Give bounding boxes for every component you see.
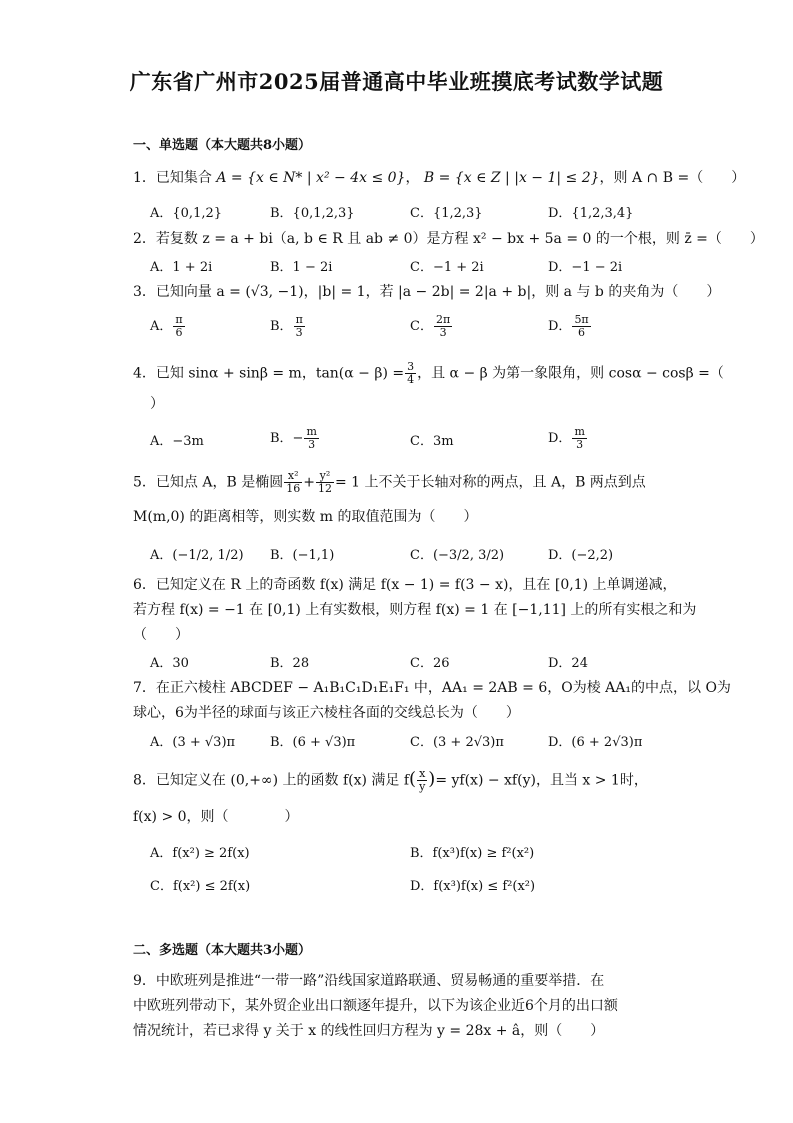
fraction: $\frac{\pi}{6}$ [175, 313, 183, 339]
question-number: 8． [133, 772, 156, 789]
option-d: D．24 [548, 656, 588, 671]
question-6: 6．已知定义在 R 上的奇函数 f(x) 满足 f(x − 1) = f(3 − x)，且在 [0,1) 上单调递减， [133, 577, 677, 593]
option-c: C．{1,2,3} [410, 206, 483, 221]
question-number: 4． [133, 365, 156, 382]
question-2 [133, 228, 764, 250]
section-heading-multi: 二、多选题（本大题共3小题） [133, 943, 312, 958]
set-b: B = {x ∈ Z | |x − 1| ≤ 2} [423, 170, 600, 186]
fraction: $\frac{m}{3}$ [306, 425, 317, 451]
question-number: 3． [133, 284, 156, 300]
question-5-continued: M(m,0) 的距离相等，则实数 m 的取值范围为（ ） [133, 509, 478, 525]
set-a: A = {x ∈ N* | x² − 4x ≤ 0} [216, 170, 406, 186]
question-ask: ，则 A ∩ B =（ ） [599, 170, 746, 186]
question-number: 2． [133, 231, 156, 247]
question-8-line2: f(x) > 0，则（ ） [133, 809, 299, 825]
option-c: C．3m [410, 434, 454, 449]
fraction: $\frac{2\pi}{3}$ [435, 313, 451, 339]
question-number: 9． [133, 973, 156, 989]
option-b: B．(−1,1) [270, 548, 335, 563]
option-d: D． $\frac{5\pi}{6}$ [548, 313, 589, 339]
option-d: D． $\frac{m}{3}$ [548, 425, 585, 451]
option-c: C．f(x²) ≤ 2f(x) [150, 879, 251, 894]
question-7-line2: 球心，6为半径的球面与该正六棱柱各面的交线总长为（ ） [133, 705, 520, 721]
option-b: B． $\frac{\pi}{3}$ [270, 313, 303, 339]
option-c: C．(−3/2, 3/2) [410, 548, 505, 563]
option-c: C． $\frac{2\pi}{3}$ [410, 313, 451, 339]
option-a: A．{0,1,2} [150, 206, 223, 221]
option-d: D．{1,2,3,4} [548, 206, 634, 221]
fraction: $\frac{\text{x²}}{16}$ [286, 469, 301, 495]
fraction: $\frac{m}{3}$ [574, 425, 585, 451]
option-b: B．28 [270, 656, 310, 671]
option-a: A．f(x²) ≥ 2f(x) [150, 846, 250, 861]
option-a: A． $\frac{\pi}{6}$ [150, 313, 183, 339]
option-b: B．− $\frac{m}{3}$ [270, 425, 317, 451]
option-a: A．−3m [150, 434, 204, 449]
fraction: $\frac{5\pi}{6}$ [574, 313, 589, 339]
question-7: 7．在正六棱柱 ABCDEF − A₁B₁C₁D₁E₁F₁ 中，AA₁ = 2AB = 6，O为棱 AA₁的中点，以 O为 [133, 680, 731, 696]
option-b: B．1 − 2i [270, 260, 333, 275]
option-b: B．(6 + √3)π [270, 735, 356, 750]
option-a: A．1 + 2i [150, 260, 213, 275]
question-text: 若复数 z = a + bi（a, b ∈ R 且 ab ≠ 0）是方程 x² − bx + 5a = 0 的一个根，则 z̄ =（ ） [155, 231, 764, 247]
option-b: B．f(x³)f(x) ≥ f²(x²) [410, 846, 535, 861]
question-6-line2: 若方程 f(x) = −1 在 [0,1) 上有实数根，则方程 f(x) = 1 在 [−1,11] 上的所有实根之和为 [133, 602, 697, 618]
question-9: 9．中欧班列是推进“一带一路”沿线国家道路联通、贸易畅通的重要举措．在 [133, 973, 605, 989]
option-c: C．(3 + 2√3)π [410, 735, 504, 750]
option-c: C．26 [410, 656, 450, 671]
question-stem: 已知集合 [155, 170, 212, 186]
question-3 [133, 281, 720, 303]
fraction: $\frac{\text{y²}}{12}$ [317, 469, 332, 495]
fraction: $\frac{\pi}{3}$ [295, 313, 303, 339]
question-1: 1．已知集合 A = {x ∈ N* | x² − 4x ≤ 0}， B = {x ∈ Z | |x − 1| ≤ 2}，则 A ∩ B =（ ） [133, 170, 746, 186]
question-9-line3: 情况统计，若已求得 y 关于 x 的线性回归方程为 y = 28x + â，则（ ） [133, 1023, 605, 1039]
option-d: D．(6 + 2√3)π [548, 735, 643, 750]
question-8: 8．已知定义在 (0,+∞) 上的函数 f(x) 满足 f( $\frac{x}{y}$ )= yf(x) − xf(y)，且当 x > 1时， [133, 767, 648, 793]
fraction: $\frac{3}{4}$ [407, 360, 415, 386]
option-a: A．(3 + √3)π [150, 735, 236, 750]
question-number: 5． [133, 474, 156, 491]
option-c: C．−1 + 2i [410, 260, 484, 275]
question-number: 7． [133, 680, 156, 696]
question-text: 已知向量 a = (√3, −1)，|b| = 1，若 |a − 2b| = 2|a + b|，则 a 与 b 的夹角为（ ） [155, 284, 721, 300]
option-a: A．(−1/2, 1/2) [150, 548, 244, 563]
option-b: B．{0,1,2,3} [270, 206, 355, 221]
option-d: D．−1 − 2i [548, 260, 623, 275]
question-number: 1． [133, 170, 156, 186]
question-9-line2: 中欧班列带动下，某外贸企业出口额逐年提升，以下为该企业近6个月的出口额 [133, 998, 618, 1014]
question-4-continued: ） [150, 396, 164, 412]
option-d: D．(−2,2) [548, 548, 614, 563]
fraction: $\frac{x}{y}$ [419, 767, 426, 793]
option-d: D．f(x³)f(x) ≤ f²(x²) [410, 879, 536, 894]
page-title: 广东省广州市2025届普通高中毕业班摸底考试数学试题 [129, 69, 664, 94]
question-4: 4．已知 sinα + sinβ = m，tan(α − β) = $\frac{3}{4}$ ，且 α − β 为第一象限角，则 cosα − cosβ =（ [133, 360, 724, 386]
section-heading-single: 一、单选题（本大题共8小题） [133, 138, 312, 153]
option-a: A．30 [150, 656, 189, 671]
question-5: 5．已知点 A，B 是椭圆 $\frac{\text{x²}}{16}$ + $\frac{\text{y²}}{12}$ = 1 上不关于长轴对称的两点，且 A，B 两点到点 [133, 469, 646, 495]
question-6-line3: （ ） [133, 627, 189, 643]
question-number: 6． [133, 577, 156, 593]
